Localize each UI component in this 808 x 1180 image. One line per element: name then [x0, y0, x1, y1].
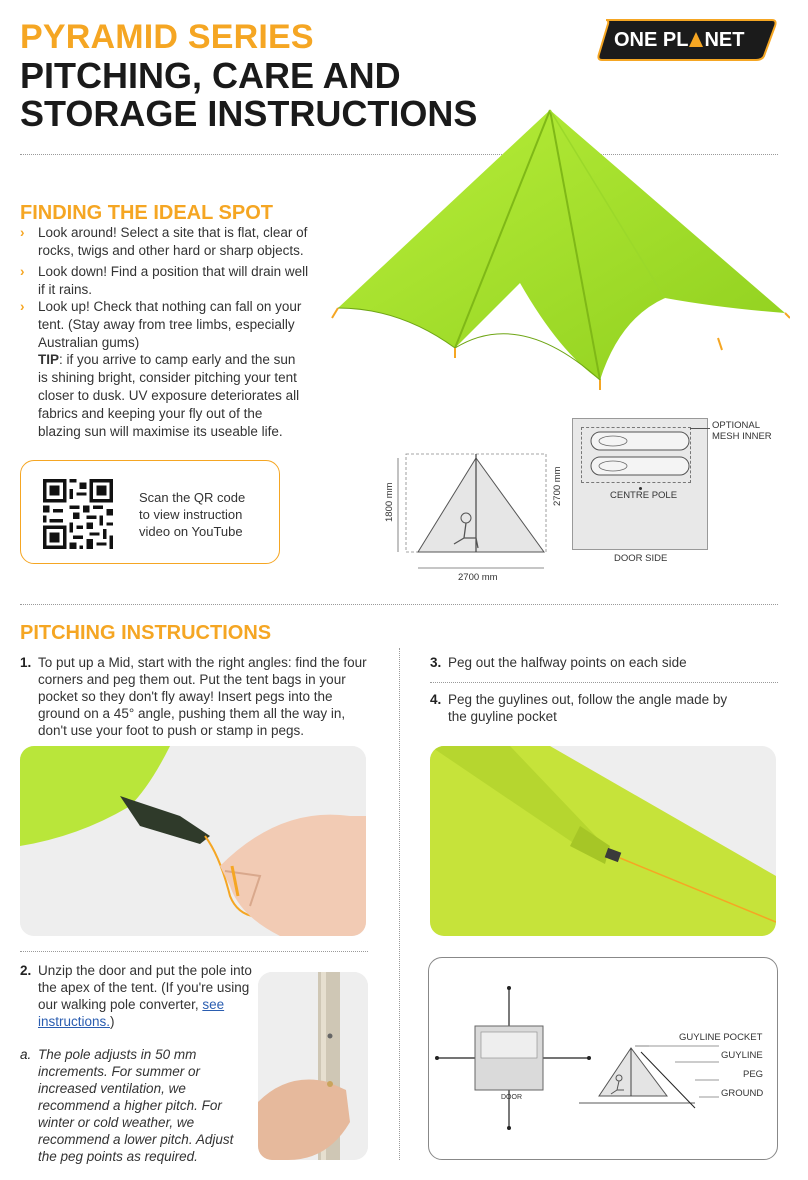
finding-bullet-3 — [20, 298, 310, 350]
finding-bullet-1 — [20, 224, 310, 258]
guyline-diagram-box — [428, 957, 778, 1160]
tip-body: : if you arrive to camp early and the sun is shining bright, consider pitching your tent closer to dusk. UV exposure deteriorates all fabrics and keeping your fly out of the blazing sun will maximise its useable life. — [38, 352, 300, 439]
pole-photo — [258, 972, 368, 1160]
guyline-photo — [430, 746, 776, 936]
step-number: 1. — [20, 655, 32, 670]
side-elevation-diagram — [386, 444, 556, 584]
plan-view-diagram — [572, 418, 708, 550]
optional-mesh-label: OPTIONAL MESH INNER — [712, 420, 772, 442]
chevron-right-icon: › — [20, 264, 25, 279]
see-instructions-link[interactable]: see instructions. — [38, 997, 225, 1029]
guyline-pocket-label: GUYLINE POCKET — [679, 1032, 763, 1043]
step-1 — [20, 654, 370, 738]
side-width-label: 2700 mm — [458, 572, 498, 583]
step-text: Unzip the door and put the pole into the apex of the tent. (If you're using our walking pole converter, — [38, 963, 252, 1012]
mesh-leader-line — [690, 428, 710, 429]
step-4 — [430, 691, 780, 731]
bullet-text: Look up! Check that nothing can fall on your tent. (Stay away from tree limbs, especially Australian gums) — [38, 299, 302, 350]
finding-bullet-2 — [20, 263, 310, 297]
step-2a — [20, 1046, 250, 1164]
qr-code-icon[interactable] — [43, 479, 113, 549]
divider-mid — [20, 604, 778, 605]
qr-panel — [20, 460, 280, 564]
qr-caption: Scan the QR code to view instruction video on YouTube — [139, 490, 246, 539]
peg-photo — [20, 746, 366, 936]
divider-step3 — [430, 682, 778, 683]
guyline-label: GUYLINE — [721, 1050, 763, 1061]
step-number: a. — [20, 1047, 32, 1062]
tip-text — [38, 351, 300, 441]
bullet-text: Look down! Find a position that will drain well if it rains. — [38, 264, 309, 297]
tent-photo — [320, 108, 790, 398]
plan-height-label: 2700 mm — [552, 466, 563, 506]
door-side-label: DOOR SIDE — [614, 553, 668, 564]
page-title-line2: STORAGE INSTRUCTIONS — [20, 93, 478, 134]
side-height-label: 1800 mm — [384, 482, 395, 522]
finding-heading: FINDING THE IDEAL SPOT — [20, 202, 273, 224]
series-title: PYRAMID SERIES — [20, 18, 314, 56]
step-text: To put up a Mid, start with the right angles: find the four corners and peg them out. Put the tent bags in your pocket so they don't fly away! Insert pegs into the ground on a 45° angle, pushing them all the way in, don't use your foot to push or stamp in pegs. — [38, 655, 367, 738]
step-text-end: ) — [110, 1014, 115, 1029]
step-3 — [430, 654, 780, 674]
peg-label: PEG — [743, 1069, 764, 1080]
step-number: 4. — [430, 692, 442, 707]
step-text: Peg out the halfway points on each side — [448, 655, 687, 670]
step-2 — [20, 962, 260, 1028]
step-text: The pole adjusts in 50 mm increments. For summer or increased ventilation, we recommend a higher pitch. For winter or cold weather, we recommend a lower pitch. Adjust the peg points as required. — [38, 1047, 234, 1164]
tip-label: TIP — [38, 352, 60, 367]
page-title-line1: PITCHING, CARE AND — [20, 55, 401, 96]
chevron-right-icon: › — [20, 299, 25, 314]
chevron-right-icon: › — [20, 225, 25, 240]
step-text: Peg the guylines out, follow the angle made by the guyline pocket — [448, 692, 728, 724]
logo-triangle-icon — [689, 32, 703, 47]
centre-pole-label: CENTRE POLE — [610, 490, 678, 501]
logo-text-b: NET — [704, 29, 745, 51]
pitching-heading: PITCHING INSTRUCTIONS — [20, 622, 272, 644]
divider-step2 — [20, 951, 368, 952]
one-planet-logo — [596, 18, 778, 62]
ground-label: GROUND — [721, 1088, 764, 1099]
divider-vertical — [399, 648, 400, 1160]
door-label: DOOR — [501, 1094, 522, 1101]
step-number: 3. — [430, 655, 442, 670]
logo-text-a: ONE PL — [614, 29, 689, 51]
step-number: 2. — [20, 963, 32, 978]
bullet-text: Look around! Select a site that is flat, clear of rocks, twigs and other hard or sharp objects. — [38, 225, 308, 258]
